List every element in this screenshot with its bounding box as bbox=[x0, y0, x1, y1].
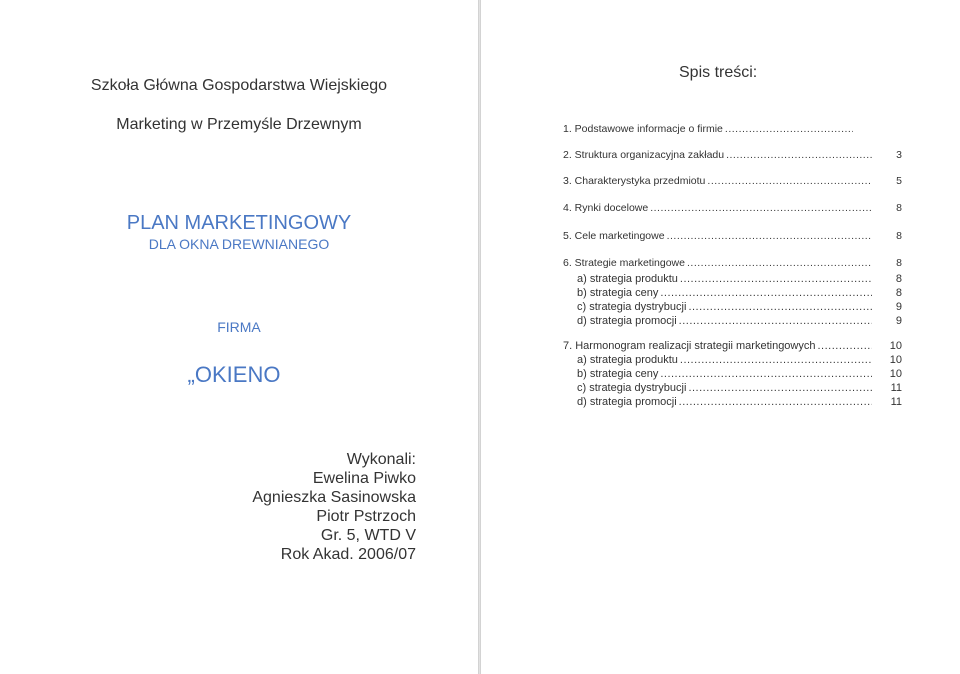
toc-entry-page: 10 bbox=[889, 340, 902, 352]
toc-entry-label: 2. Struktura organizacyjna zakładu bbox=[563, 149, 725, 161]
toc-leader bbox=[667, 230, 872, 242]
group-info: Gr. 5, WTD V bbox=[320, 527, 416, 544]
toc-entry-label: b) strategia ceny bbox=[577, 287, 659, 299]
toc-entry-label: 4. Rynki docelowe bbox=[563, 202, 649, 214]
toc-subentry[interactable] bbox=[577, 313, 902, 327]
course-name: Marketing w Przemyśle Drzewnym bbox=[116, 116, 362, 133]
author-name: Piotr Pstrzoch bbox=[316, 508, 416, 525]
toc-entry[interactable] bbox=[563, 228, 902, 242]
toc-entry-page: 9 bbox=[895, 301, 902, 313]
firm-name: „OKIENO bbox=[187, 362, 281, 387]
toc-entry-label: c) strategia dystrybucji bbox=[577, 382, 687, 394]
toc-subentry[interactable] bbox=[577, 380, 902, 394]
plan-title: PLAN MARKETINGOWY bbox=[126, 212, 352, 234]
authors-block bbox=[252, 450, 416, 564]
author-name: Ewelina Piwko bbox=[312, 470, 416, 487]
toc-leader bbox=[688, 382, 872, 394]
toc-entry[interactable] bbox=[563, 147, 902, 161]
toc-entry[interactable] bbox=[563, 121, 902, 135]
toc-leader bbox=[725, 123, 853, 135]
toc-page bbox=[481, 0, 960, 674]
toc-entry-label: 1. Podstawowe informacje o firmie bbox=[563, 123, 723, 135]
toc-leader bbox=[817, 340, 872, 352]
toc-entry-label: d) strategia promocji bbox=[577, 315, 677, 327]
toc-subentry[interactable] bbox=[577, 285, 902, 299]
toc-leader bbox=[680, 273, 872, 285]
toc-leader bbox=[707, 175, 872, 187]
toc-entry-page: 11 bbox=[890, 382, 902, 394]
toc-subentry[interactable] bbox=[577, 299, 902, 313]
toc-entry-label: b) strategia ceny bbox=[577, 368, 659, 380]
toc-entry-page: 8 bbox=[896, 257, 902, 269]
toc-entry-page: 8 bbox=[896, 230, 902, 242]
toc-entry-label: d) strategia promocji bbox=[577, 396, 677, 408]
toc-leader bbox=[680, 354, 872, 366]
toc-leader bbox=[660, 287, 872, 299]
toc-entry-page: 11 bbox=[890, 396, 902, 408]
toc-entry-page: 9 bbox=[895, 315, 902, 327]
toc-leader bbox=[660, 368, 872, 380]
toc-leader bbox=[679, 396, 872, 408]
title-page bbox=[0, 0, 478, 674]
firm-label: FIRMA bbox=[217, 319, 261, 335]
toc-entry-page: 8 bbox=[895, 273, 902, 285]
toc-leader bbox=[688, 301, 872, 313]
toc-leader bbox=[679, 315, 872, 327]
toc-leader bbox=[687, 257, 872, 269]
toc-leader bbox=[650, 202, 872, 214]
university-name: Szkoła Główna Gospodarstwa Wiejskiego bbox=[90, 77, 388, 94]
toc-subentry[interactable] bbox=[577, 366, 902, 380]
toc-entry-label: 5. Cele marketingowe bbox=[563, 230, 665, 242]
toc-entry-page: 8 bbox=[896, 202, 902, 214]
author-name: Agnieszka Sasinowska bbox=[252, 489, 416, 506]
plan-subtitle: DLA OKNA DREWNIANEGO bbox=[148, 236, 330, 252]
toc-entry-label: a) strategia produktu bbox=[577, 354, 678, 366]
authors-heading: Wykonali: bbox=[346, 451, 416, 468]
toc-entry[interactable] bbox=[563, 255, 902, 269]
toc-entry-page: 5 bbox=[896, 175, 902, 187]
toc-entry[interactable] bbox=[563, 200, 902, 214]
toc-entry-label: 7. Harmonogram realizacji strategii marketingowych bbox=[563, 340, 816, 352]
toc-entry-page: 10 bbox=[889, 368, 902, 380]
toc-entry-label: 6. Strategie marketingowe bbox=[563, 257, 685, 269]
toc-entry-page: 8 bbox=[895, 287, 902, 299]
toc-entry-page: 3 bbox=[896, 149, 902, 161]
toc-entry-label: a) strategia produktu bbox=[577, 273, 678, 285]
toc-subentry[interactable] bbox=[577, 352, 902, 366]
toc-entry-label: 3. Charakterystyka przedmiotu bbox=[563, 175, 706, 187]
toc-subentry[interactable] bbox=[577, 271, 902, 285]
toc-title: Spis treści: bbox=[679, 64, 758, 81]
toc-entry[interactable] bbox=[563, 338, 902, 352]
toc-entry-page: 10 bbox=[889, 354, 902, 366]
toc-entry-label: c) strategia dystrybucji bbox=[577, 301, 687, 313]
academic-year: Rok Akad. 2006/07 bbox=[280, 546, 416, 563]
toc-entry[interactable] bbox=[563, 173, 902, 187]
toc-leader bbox=[726, 149, 872, 161]
toc-subentry[interactable] bbox=[577, 394, 902, 408]
